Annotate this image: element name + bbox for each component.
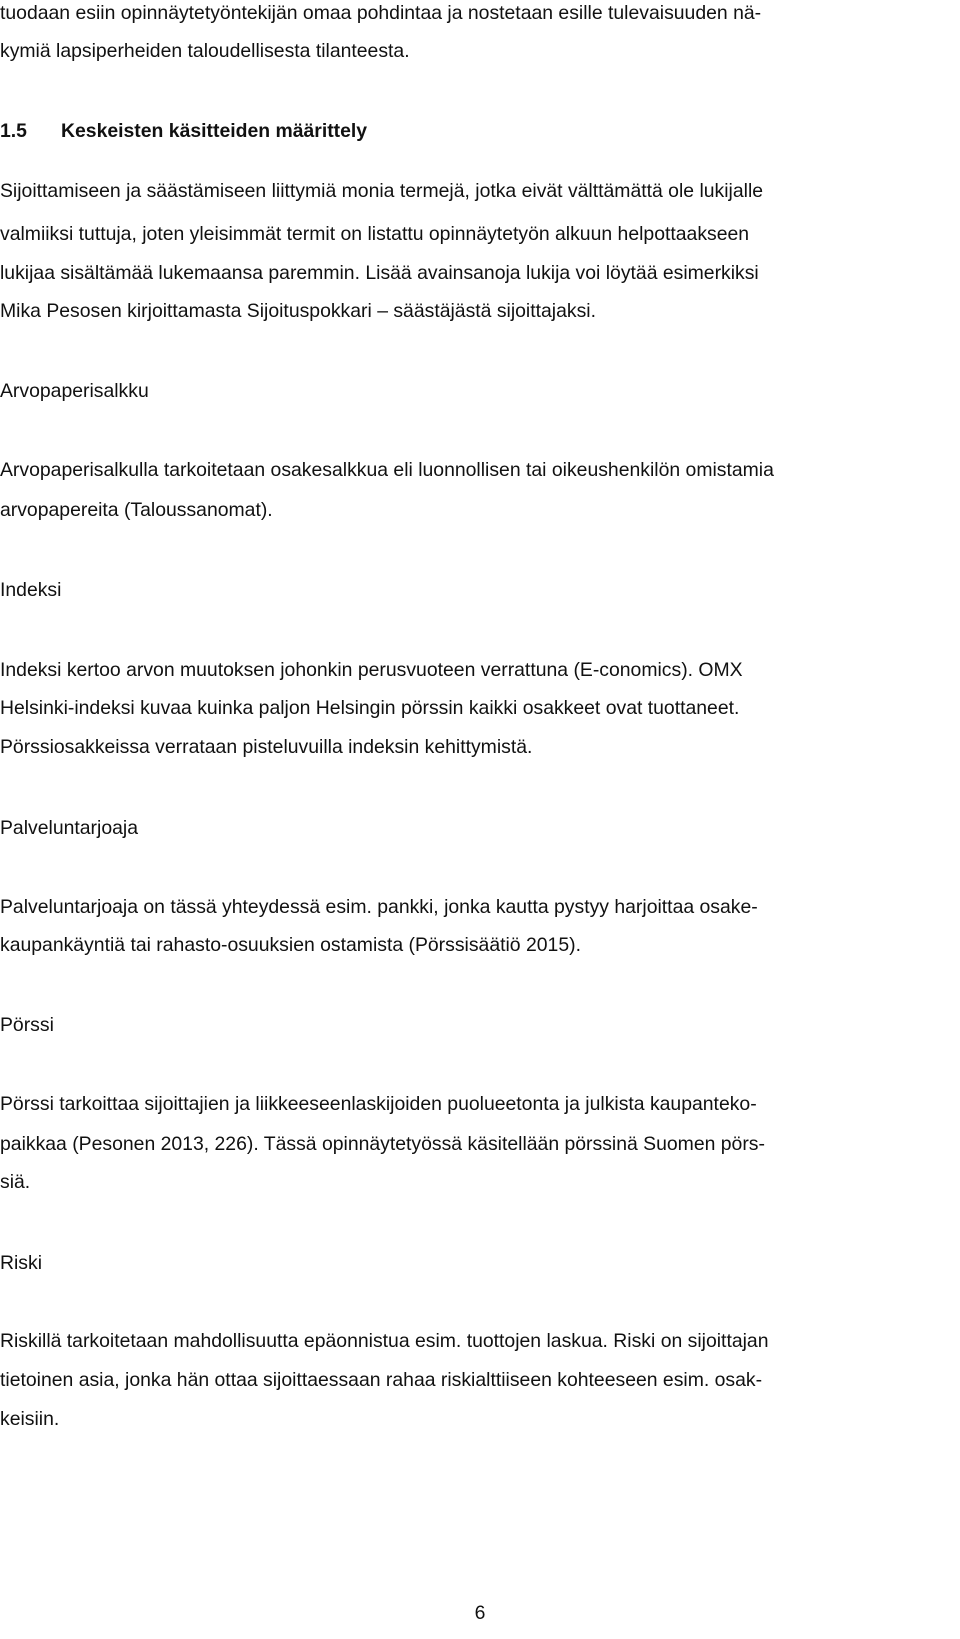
definition-line: Pörssiosakkeissa verrataan pisteluvuilla indeksin kehittymistä. xyxy=(0,736,533,758)
definition-line: Helsinki-indeksi kuvaa kuinka paljon Helsingin pörssin kaikki osakkeet ovat tuottaneet. xyxy=(0,697,740,719)
term-heading: Pörssi xyxy=(0,1014,54,1036)
term-heading: Riski xyxy=(0,1252,43,1274)
section-title: Keskeisten käsitteiden määrittely xyxy=(61,120,368,142)
term-heading: Palveluntarjoaja xyxy=(0,817,138,839)
definition-line: arvopapereita (Taloussanomat). xyxy=(0,499,273,521)
paragraph-line: Mika Pesosen kirjoittamasta Sijoituspokkari – säästäjästä sijoittajaksi. xyxy=(0,300,596,322)
definition-line: siä. xyxy=(0,1171,31,1193)
paragraph-line: lukijaa sisältämää lukemaansa paremmin. Lisää avainsanoja lukija voi löytää esimerkiksi xyxy=(0,262,759,284)
definition-line: tietoinen asia, jonka hän ottaa sijoittaessaan rahaa riskialttiiseen kohteeseen esim. osak- xyxy=(0,1369,763,1391)
term-heading: Arvopaperisalkku xyxy=(0,380,149,402)
paragraph-line: Sijoittamiseen ja säästämiseen liittymiä monia termejä, jotka eivät välttämättä ole lukijalle xyxy=(0,180,764,202)
term-heading: Indeksi xyxy=(0,579,62,601)
definition-line: Riskillä tarkoitetaan mahdollisuutta epäonnistua esim. tuottojen laskua. Riski on sijoittajan xyxy=(0,1330,769,1352)
definition-line: Indeksi kertoo arvon muutoksen johonkin perusvuoteen verrattuna (E-conomics). OMX xyxy=(0,659,743,681)
paragraph-line: valmiiksi tuttuja, joten yleisimmät termit on listattu opinnäytetyön alkuun helpottaakseen xyxy=(0,223,750,245)
definition-line: keisiin. xyxy=(0,1408,60,1430)
intro-line: tuodaan esiin opinnäytetyöntekijän omaa pohdintaa ja nostetaan esille tulevaisuuden nä- xyxy=(0,2,762,24)
section-number: 1.5 xyxy=(0,120,27,142)
definition-line: kaupankäyntiä tai rahasto-osuuksien ostamista (Pörssisäätiö 2015). xyxy=(0,934,581,956)
definition-line: paikkaa (Pesonen 2013, 226). Tässä opinnäytetyössä käsitellään pörssinä Suomen pörs- xyxy=(0,1133,765,1155)
intro-line: kymiä lapsiperheiden taloudellisesta tilanteesta. xyxy=(0,40,410,62)
definition-line: Palveluntarjoaja on tässä yhteydessä esim. pankki, jonka kautta pystyy harjoittaa osake- xyxy=(0,896,758,918)
definition-line: Pörssi tarkoittaa sijoittajien ja liikkeeseenlaskijoiden puolueetonta ja julkista kaupanteko- xyxy=(0,1093,757,1115)
page-number: 6 xyxy=(474,1602,486,1624)
definition-line: Arvopaperisalkulla tarkoitetaan osakesalkkua eli luonnollisen tai oikeushenkilön omistamia xyxy=(0,459,774,481)
